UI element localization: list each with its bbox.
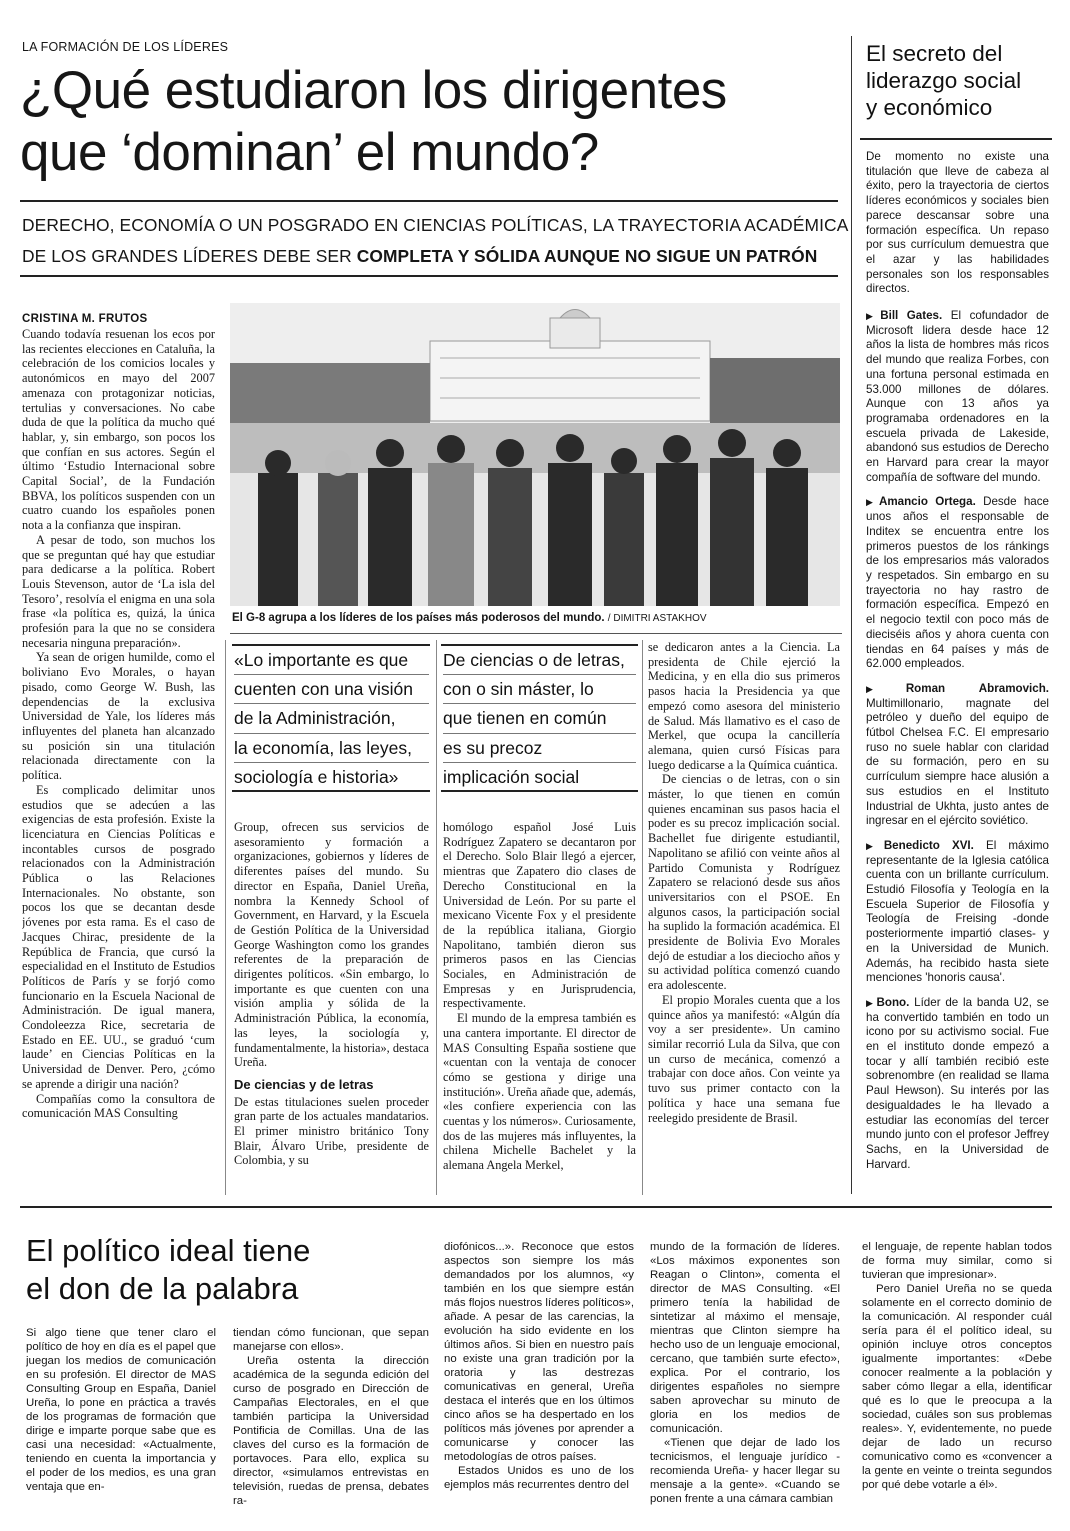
g8-photo	[230, 303, 840, 606]
pullquote-2-line: De ciencias o de letras,	[443, 646, 636, 675]
pullquote-1-line: cuenten con una visión	[234, 675, 429, 704]
paragraph: homólogo español José Luis Rodríguez Zapatero se decantaron por el Derecho. Solo Blair llegó a ejercer, mientras que Zapatero dio clases de Derecho Constitucional en la Universidad de León. Por su parte el mexicano Vicente Fox y el presidente de la república italiana, Giorgio Napolitano, también dieron sus primeros pasos en las Ciencias Sociales, en Administración de Empresas y en Jurisprudencia, respectivamente.	[443, 820, 636, 1011]
column-divider	[436, 640, 437, 1195]
subhead-line-2-bold: COMPLETA Y SÓLIDA AUNQUE NO SIGUE UN PATRÓN	[356, 246, 818, 266]
pullquote-2-line: implicación social	[443, 766, 580, 787]
article2-column-2	[233, 1326, 429, 1516]
paragraph: el lenguaje, de repente hablan todos de forma muy similar, como si tuvieran que impresionar».	[862, 1241, 1052, 1281]
sidebar-title-line: liderazgo social	[866, 68, 1022, 93]
paragraph: Compañías como la consultora de comunicación MAS Consulting	[22, 1091, 215, 1121]
paragraph: Pero Daniel Ureña no se queda solamente en el correcto dominio de la comunicación. Al responder cuál sería para él el político ideal, su opinión incluye otros conceptos igualmente importantes: «Debe conocer realmente a la población y saber cómo llegar a ella, identificar qué es lo que le preocupa a la sociedad, cuáles son sus problemas reales». Y, evidentemente, no puede dejar de lado un recurso comunicativo como es «convencer a la gente en veinte o treinta segundos por qué debe votarle a él».	[862, 1283, 1052, 1491]
photo-caption-text: El G-8 agrupa a los líderes de los países más poderosos del mundo.	[232, 612, 605, 624]
paragraph: El propio Morales cuenta que a los quince años ya manifestó: «Algún día voy a ser presidente». Un camino similar recorrió Lula da Silva, que con un curso de mecánica, comenzó a trabajar con doce años. Con veinte ya tuvo sus primer contacto con la política y hace una semana fue reelegido presidente de Brasil.	[648, 992, 840, 1125]
photo-credit: / DIMITRI ASTAKHOV	[607, 613, 707, 624]
paragraph: Group, ofrecen sus servicios de asesoramiento y formación a organizaciones, gobiernos y líderes de diferentes países del mundo. Su director en España, Daniel Ureña, nombra la Kennedy School of Government, en Harvard, y la Escuela de Gestión Política de la Universidad George Washington como los grandes referentes de la preparación de dirigentes políticos. «Sin embargo, lo importante es que cuenten con una visión amplia y sólida de la Administración Pública, la economía, las leyes, la sociología y, fundamentalmente, la historia», destaca Ureña.	[234, 820, 429, 1070]
article-column-2	[234, 820, 429, 1196]
sidebar-item-name: Amancio Ortega.	[878, 495, 976, 509]
paragraph: Ureña ostenta la dirección académica de la segunda edición del curso de posgrado en Dirección de Campañas Electorales, en el que también participa la Universidad Pontificia de Comillas. Una de las claves del curso es la formación de portavoces. Para ello, explica su director, «simulamos entrevistas en televisión, ruedas de prensa, debates ra-	[233, 1355, 429, 1507]
headline-line-1: ¿Qué estudiaron los dirigentes	[20, 61, 727, 120]
section-label: LA FORMACIÓN DE LOS LÍDERES	[22, 40, 229, 54]
article-column-3	[443, 820, 636, 1196]
quote-divider-top-2	[441, 644, 638, 646]
photo-caption	[232, 612, 842, 624]
pullquote-1-line: de la Administración,	[234, 704, 429, 733]
article2-column-5	[862, 1240, 1052, 1520]
subhead-line-1: DERECHO, ECONOMÍA O UN POSGRADO EN CIENCIAS POLÍTICAS, LA TRAYECTORIA ACADÉMICA	[22, 215, 849, 235]
triangle-bullet-icon: ▶	[866, 311, 879, 322]
sidebar-item-bill-gates	[866, 309, 1049, 485]
section-divider	[20, 1206, 1052, 1208]
article-column-1	[22, 327, 215, 1195]
column-divider	[642, 640, 643, 1195]
paragraph: diofónicos...». Reconoce que estos aspectos son siempre los más demandados por los alumnos, «y también en los que siempre están más flojos nuestros líderes políticos», añade. A pesar de las carencias, la evolución ha sido evidente en los últimos años. Si bien en nuestro país no existe una gran tradición por la oratoria y las destrezas comunicativas en general, Ureña destaca el interés que en los últimos cinco años se ha despertado en los políticos más jóvenes por aprender a comunicarse y conocer las metodologías de otros países.	[444, 1241, 634, 1463]
paragraph: Si algo tiene que tener claro el político de hoy en día es el papel que juegan los medios de comunicación en su profesión. El director de MAS Consulting Group en España, Daniel Ureña, lo pone en práctica a través de los programas de formación que dirige e imparte porque sabe que es casi una necesidad: «Actualmente, teniendo en cuenta la importancia y el poder de los medios, es una gran ventaja que en-	[26, 1327, 216, 1493]
pullquote-2-line: que tienen en común	[443, 704, 636, 733]
sidebar-item-text: Líder de la banda U2, se ha convertido también en todo un icono por su activismo social. Fue en el instituto donde empezó a tocar y allí también recibió este sobrenombre (en realidad se llama Paul Hewson). Su interés por las desigualdades le ha llevado a estudiar las economías del tercer mundo junto con el profesor Jeffrey Sachs, en la Universidad de Harvard.	[866, 995, 1049, 1171]
subhead	[22, 210, 849, 272]
headline	[20, 60, 820, 184]
caption-divider	[230, 633, 842, 634]
paragraph: Ya sean de origen humilde, como el boliviano Evo Morales, o hayan pisado, como George W. Bush, las dependencias de la exclusiva Universidad de Yale, los líderes más influyentes del planeta han alcanzado su posición sin una titulación relacionada directamente con la política.	[22, 650, 215, 783]
paragraph: De estas titulaciones suelen proceder gran parte de los actuales mandatarios. El primer ministro británico Tony Blair, Álvaro Uribe, presidente de Colombia, y su	[234, 1094, 429, 1168]
article2-title-line: el don de la palabra	[26, 1271, 299, 1306]
sidebar-item-name: Bill Gates.	[880, 309, 943, 323]
sidebar-item-bono	[866, 996, 1049, 1172]
sidebar-title	[866, 40, 1056, 121]
triangle-bullet-icon: ▶	[866, 497, 877, 508]
pullquote-1-line: «Lo importante es que	[234, 646, 429, 675]
pullquote-1-line: la economía, las leyes,	[234, 734, 429, 763]
pullquote-1-line: sociología e historia»	[234, 766, 399, 787]
subhead-divider	[20, 275, 838, 277]
pullquote-2-line: con o sin máster, lo	[443, 675, 636, 704]
paragraph: De ciencias o de letras, con o sin máster, lo que tienen en común quienes encaminan sus pasos hacia el poder es su precoz implicación social. Bachellet fue dirigente estudiantil, Napolitano se afilió con veinte años al Partido Comunista y Rodríguez Zapatero se relacionó desde sus años universitarios con el PSOE. En algunos casos, la participación social ha suplido la formación académica. El presidente de Bolivia Evo Morales dejó de estudiar a los dieciocho años y su actividad política comenzó cuando era adolescente.	[648, 772, 840, 993]
sidebar-item-amancio-ortega	[866, 495, 1049, 671]
sidebar-title-line: y económico	[866, 95, 993, 120]
paragraph: A pesar de todo, son muchos los que se preguntan qué hay que estudiar para dedicarse a la política. Robert Louis Stevenson, autor de ‘La isla del Tesoro’, resolvía el enigma en una sola frase «la política es, quizá, la única profesión para la que no se considera necesaria ninguna preparación».	[22, 532, 215, 650]
paragraph: «Tienen que dejar de lado los tecnicismos, el lenguaje jurídico -recomienda Ureña- y hacer llegar su mensaje a la gente». «Cuando se ponen frente a una cámara cambian	[650, 1437, 840, 1505]
paragraph: Es complicado delimitar unos estudios que se adecúen a las exigencias de esta profesión. Existe la licenciatura en Ciencias Políticas e incontables cursos de posgrado relacionados con la Administración Pública o las Relaciones Internacionales. No obstante, son pocos los que se decantan desde jóvenes por esta rama. Es el caso de Jacques Chirac, presidente de la República de Francia, que cursó la especialidad en el Instituto de Estudios Políticos de París y se forjó como funcionario en la Escuela Nacional de Administración. De igual manera, Condoleezza Rice, secretaria de Estado en EE. UU., se graduó ‘cum laude’ en Ciencias Políticas en la Universidad de Denver. Pero, ¿cómo se aprende a dirigir una nación?	[22, 782, 215, 1091]
sidebar-item-text: Multimillonario, magnate del petróleo y dueño del equipo de fútbol Chelsea F.C. El empresario ruso no suele hablar con claridad de su formación, pero en su currículum siempre hace alusión a sus estudios en el Instituto Industrial de Ukhta, justo antes de ingresar en el ejército soviético.	[866, 696, 1049, 828]
sidebar-title-divider	[860, 138, 1052, 140]
sidebar-item-text: El cofundador de Microsoft lidera desde hace 12 años la lista de hombres más ricos del mundo que realiza Forbes, con una fortuna personal estimada en 53.000 millones de dólares. Aunque con 13 años ya programaba ordenadores en la escuela privada de Lakeside, abandonó sus estudios de Derecho en Harvard para crear la mayor compañía de software del mundo.	[866, 309, 1049, 484]
article2-title	[26, 1232, 426, 1308]
sidebar-item-name: Bono.	[876, 995, 910, 1009]
article2-column-3	[444, 1240, 634, 1520]
article2-column-4	[650, 1240, 840, 1520]
pullquote-2-line: es su precoz	[443, 734, 636, 763]
column-subhead: De ciencias y de letras	[234, 1076, 374, 1092]
article-column-4	[648, 640, 840, 1196]
sidebar-divider	[851, 36, 852, 1194]
sidebar-body	[866, 150, 1049, 1195]
paragraph: mundo de la formación de líderes. «Los máximos exponentes son Reagan o Clinton», comenta el director de MAS Consulting. «El primero tenía la habilidad de sintetizar al máximo el mensaje, mientras que Clinton siempre ha hecho uso de un lenguaje emocional, cercano, que también surte efecto», explica. Por el contrario, los dirigentes españoles no siempre saben aprovechar su minuto de gloria en los medios de comunicación.	[650, 1241, 840, 1435]
header-divider	[20, 200, 838, 202]
quote-divider-bottom-2	[441, 790, 638, 792]
pullquote-1	[234, 646, 429, 791]
pullquote-2	[443, 646, 636, 791]
triangle-bullet-icon: ▶	[866, 683, 904, 694]
column-divider	[225, 640, 226, 1195]
article2-title-line: El político ideal tiene	[26, 1233, 311, 1268]
sidebar-item-text: El máximo representante de la Iglesia católica cuenta con un brillante currículum. Estudió Filosofía y Teología en la Escuela Superior de Filosofía y Teología de Freising -donde posteriormente impartió clases- y en la Universidad de Munich. Además, ha recibido hasta siete menciones 'honoris causa'.	[866, 838, 1049, 985]
paragraph: Estados Unidos es uno de los ejemplos más recurrentes dentro del	[444, 1465, 634, 1491]
triangle-bullet-icon: ▶	[866, 997, 875, 1008]
quote-divider-bottom-1	[232, 790, 430, 792]
paragraph: El mundo de la empresa también es una cantera importante. El director de MAS Consulting España sostiene que «cuentan con la ventaja de conocer cómo se gestiona y dirige una institución». Ureña añade que, además, «les confiere experiencia con las cuentas y los números». Curiosamente, dos de las mujeres más influyentes, la chilena Michelle Bachelet y la alemana Angela Merkel,	[443, 1011, 636, 1173]
subhead-line-2	[22, 241, 840, 272]
quote-divider-top-1	[232, 644, 430, 646]
headline-line-2: que ‘dominan’ el mundo?	[20, 123, 599, 182]
sidebar-item-benedicto-xvi	[866, 839, 1049, 986]
triangle-bullet-icon: ▶	[866, 840, 882, 851]
sidebar-item-name: Roman Abramovich.	[905, 681, 1049, 695]
sidebar-item-roman-abramovich	[866, 682, 1049, 829]
g8-photo-illustration	[230, 303, 840, 606]
sidebar-intro: De momento no existe una titulación que lleve de cabeza al éxito, pero la trayectoria de ciertos líderes económicos y sociales bien parece descansar sobre una formación específica. Un repaso por sus currículum demuestra que el azar y las habilidades personales son los responsables directos.	[866, 150, 1049, 296]
paragraph: Cuando todavía resuenan los ecos por las recientes elecciones en Cataluña, la celebración de los comicios locales y autonómicos en mayo del 2007 amenaza con protagonizar noticias, tertulias y conversaciones. No cabe duda de que la política da mucho qué hablar, y, sin embargo, son pocos los que confían en sus actores. Según el último ‘Estudio Internacional sobre Capital Social’, de la Fundación BBVA, los políticos suspenden con un cuatro cuando los españoles ponen nota a la confianza que inspiran.	[22, 327, 215, 533]
byline: CRISTINA M. FRUTOS	[22, 313, 148, 325]
paragraph: tiendan cómo funcionan, que sepan manejarse con ellos».	[233, 1327, 429, 1353]
sidebar-item-name: Benedicto XVI.	[883, 838, 974, 852]
article2-column-1	[26, 1326, 216, 1516]
sidebar-title-line: El secreto del	[866, 41, 1003, 66]
sidebar-item-text: Desde hace unos años el responsable de Inditex se encuentra entre los primeros puestos de los ránkings de los empresarios más valorados y respetados. Sin embargo en su trayectoria no hay rastro de formación específica. Empezó en el negocio textil con poco más de dieciséis años y ahora cuenta con tiendas en 64 países y más de 62.000 empleados.	[866, 495, 1049, 671]
paragraph: se dedicaron antes a la Ciencia. La presidenta de Chile ejerció la Medicina, y en ella dio sus primeros pasos hacia la Presidencia ya que empezó como asesora del ministerio de Salud. Más llamativo es el caso de Merkel, que ocupa la cancillería alemana, quien cursó Físicas para luego dedicarse a la Química cuántica.	[648, 640, 840, 772]
subhead-line-2-normal: DE LOS GRANDES LÍDERES DEBE SER	[22, 246, 357, 266]
